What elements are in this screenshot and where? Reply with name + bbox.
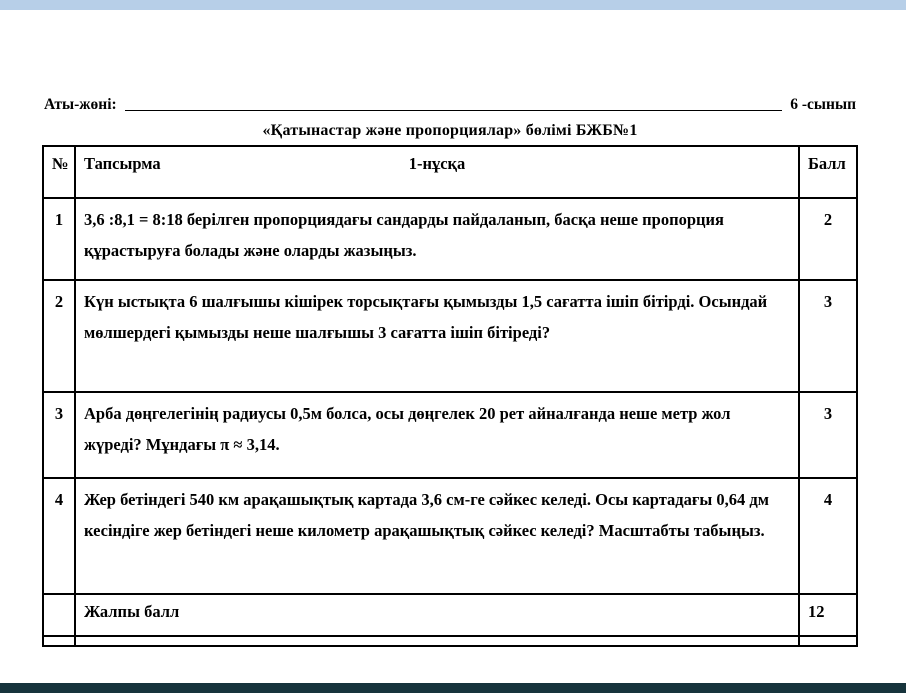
col-header-task-cell xyxy=(75,146,799,198)
grade-label: 6 -сынып xyxy=(790,96,856,113)
bottom-spacer-row xyxy=(43,636,857,646)
bottom-decoration-bar xyxy=(0,683,906,693)
task-number: 3 xyxy=(43,392,75,478)
total-row xyxy=(43,594,857,636)
top-decoration-bar xyxy=(0,0,906,10)
total-score: 12 xyxy=(799,594,857,636)
task-row xyxy=(43,392,857,478)
task-score: 3 xyxy=(799,280,857,392)
table-header-row xyxy=(43,146,857,198)
name-row xyxy=(44,96,856,114)
col-header-score: Балл xyxy=(799,146,857,198)
task-row xyxy=(43,198,857,280)
task-score: 2 xyxy=(799,198,857,280)
spacer-cell xyxy=(75,636,799,646)
task-score: 3 xyxy=(799,392,857,478)
total-label: Жалпы балл xyxy=(75,594,799,636)
task-score: 4 xyxy=(799,478,857,594)
section-title: «Қатынастар және пропорциялар» бөлімі БЖБ№1 xyxy=(262,122,638,139)
task-text: Күн ыстықта 6 шалғышы кішірек торсықтағы қымызды 1,5 сағатта ішіп бітірді. Осындай мөлшердегі қымызды неше шалғышы 3 сағатта ішіп бітіреді? xyxy=(75,280,799,392)
variant-label: 1-нұсқа xyxy=(408,154,466,173)
col-header-task: Тапсырма xyxy=(84,154,161,173)
task-row xyxy=(43,478,857,594)
spacer-cell xyxy=(43,636,75,646)
worksheet-content xyxy=(42,96,858,647)
total-empty-cell xyxy=(43,594,75,636)
task-text: Арба дөңгелегінің радиусы 0,5м болса, осы дөңгелек 20 рет айналғанда неше метр жол жүреді? Мұндағы π ≈ 3,14. xyxy=(75,392,799,478)
tasks-table xyxy=(42,145,858,647)
task-row xyxy=(43,280,857,392)
name-blank-line xyxy=(125,108,783,111)
task-number: 1 xyxy=(43,198,75,280)
task-text: Жер бетіндегі 540 км арақашықтық картада 3,6 см-ге сәйкес келеді. Осы картадағы 0,64 дм кесіндіге жер бетіндегі неше километр арақашықтық сәйкес келеді? Масштабты табыңыз. xyxy=(75,478,799,594)
spacer-cell xyxy=(799,636,857,646)
task-number: 2 xyxy=(43,280,75,392)
task-text: 3,6 :8,1 = 8:18 берілген пропорциядағы сандарды пайдаланып, басқа неше пропорция құрастыруға болады және оларды жазыңыз. xyxy=(75,198,799,280)
name-label: Аты-жөні: xyxy=(44,96,117,113)
col-header-number: № xyxy=(43,146,75,198)
task-number: 4 xyxy=(43,478,75,594)
